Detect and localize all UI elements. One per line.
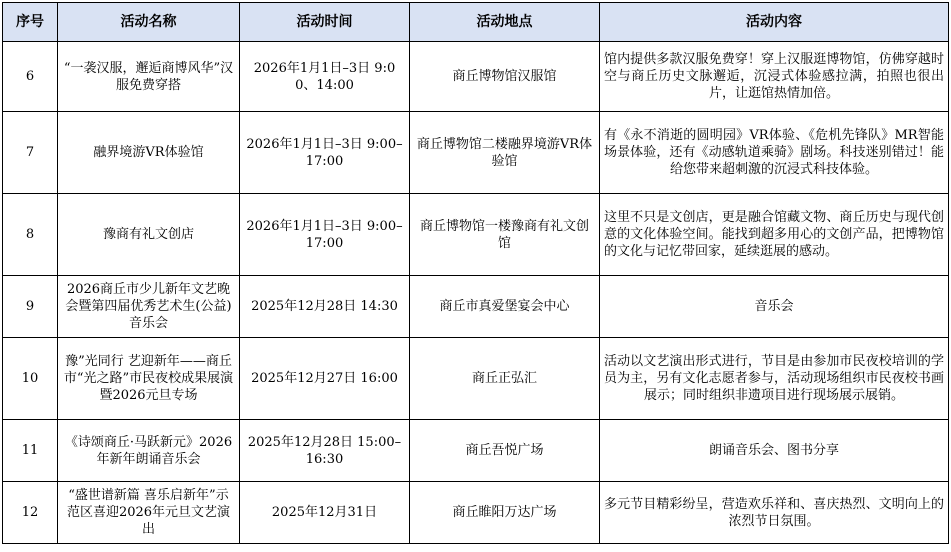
row-no: 7 xyxy=(3,112,58,194)
row-place: 商丘博物馆二楼融界境游VR体验馆 xyxy=(410,112,600,194)
row-name: 《诗颂商丘·马跃新元》2026年新年朗诵音乐会 xyxy=(58,420,240,482)
table-row xyxy=(3,338,949,420)
row-place: 商丘吾悦广场 xyxy=(410,420,600,482)
row-no: 10 xyxy=(3,338,58,420)
row-place: 商丘博物馆一楼豫商有礼文创馆 xyxy=(410,194,600,276)
row-no: 9 xyxy=(3,276,58,338)
row-content: 这里不只是文创店，更是融合馆藏文物、商丘历史与现代创意的文化体验空间。能找到超多用心的文创产品，把博物馆的文化与记忆带回家，延续逛展的感动。 xyxy=(600,194,949,276)
table-row xyxy=(3,420,949,482)
row-name: “一袭汉服，邂逅商博风华”汉服免费穿搭 xyxy=(58,42,240,112)
row-name: “盛世谱新篇 喜乐启新年”示范区喜迎2026年元旦文艺演出 xyxy=(58,482,240,544)
row-content: 有《永不消逝的圆明园》VR体验、《危机先锋队》MR智能场景体验，还有《动感轨道乘骑》剧场。科技迷别错过！能给您带来超刺激的沉浸式科技体验。 xyxy=(600,112,949,194)
row-no: 12 xyxy=(3,482,58,544)
row-time: 2026年1月1日–3日 9:00、14:00 xyxy=(240,42,410,112)
table-row xyxy=(3,42,949,112)
header-no: 序号 xyxy=(3,3,58,42)
row-time: 2026年1月1日–3日 9:00–17:00 xyxy=(240,112,410,194)
row-place: 商丘市真爱堡宴会中心 xyxy=(410,276,600,338)
header-time: 活动时间 xyxy=(240,3,410,42)
row-time: 2026年1月1日–3日 9:00–17:00 xyxy=(240,194,410,276)
table-row xyxy=(3,112,949,194)
row-name: 豫”光同行 艺迎新年——商丘市“光之路”市民夜校成果展演暨2026元旦专场 xyxy=(58,338,240,420)
table-row xyxy=(3,276,949,338)
row-name: 融界境游VR体验馆 xyxy=(58,112,240,194)
row-name: 豫商有礼文创店 xyxy=(58,194,240,276)
row-content: 朗诵音乐会、图书分享 xyxy=(600,420,949,482)
row-no: 6 xyxy=(3,42,58,112)
table-row xyxy=(3,482,949,544)
activity-schedule-table xyxy=(2,2,949,544)
row-content: 音乐会 xyxy=(600,276,949,338)
row-content: 活动以文艺演出形式进行，节目是由参加市民夜校培训的学员为主，另有文化志愿者参与，活动现场组织市民夜校书画展示；同时组织非遗项目进行现场展示展销。 xyxy=(600,338,949,420)
row-time: 2025年12月31日 xyxy=(240,482,410,544)
row-content: 多元节目精彩纷呈，营造欢乐祥和、喜庆热烈、文明向上的浓烈节日氛围。 xyxy=(600,482,949,544)
row-time: 2025年12月27日 16:00 xyxy=(240,338,410,420)
row-place: 商丘博物馆汉服馆 xyxy=(410,42,600,112)
table-row xyxy=(3,194,949,276)
header-content: 活动内容 xyxy=(600,3,949,42)
row-time: 2025年12月28日 15:00–16:30 xyxy=(240,420,410,482)
table-header-row xyxy=(3,3,949,42)
row-content: 馆内提供多款汉服免费穿！穿上汉服逛博物馆，仿佛穿越时空与商丘历史文脉邂逅，沉浸式体验感拉满，拍照也很出片，让逛馆热情加倍。 xyxy=(600,42,949,112)
row-no: 8 xyxy=(3,194,58,276)
row-no: 11 xyxy=(3,420,58,482)
row-name: 2026商丘市少儿新年文艺晚会暨第四届优秀艺术生(公益)音乐会 xyxy=(58,276,240,338)
header-name: 活动名称 xyxy=(58,3,240,42)
row-place: 商丘正弘汇 xyxy=(410,338,600,420)
row-time: 2025年12月28日 14:30 xyxy=(240,276,410,338)
header-place: 活动地点 xyxy=(410,3,600,42)
row-place: 商丘睢阳万达广场 xyxy=(410,482,600,544)
